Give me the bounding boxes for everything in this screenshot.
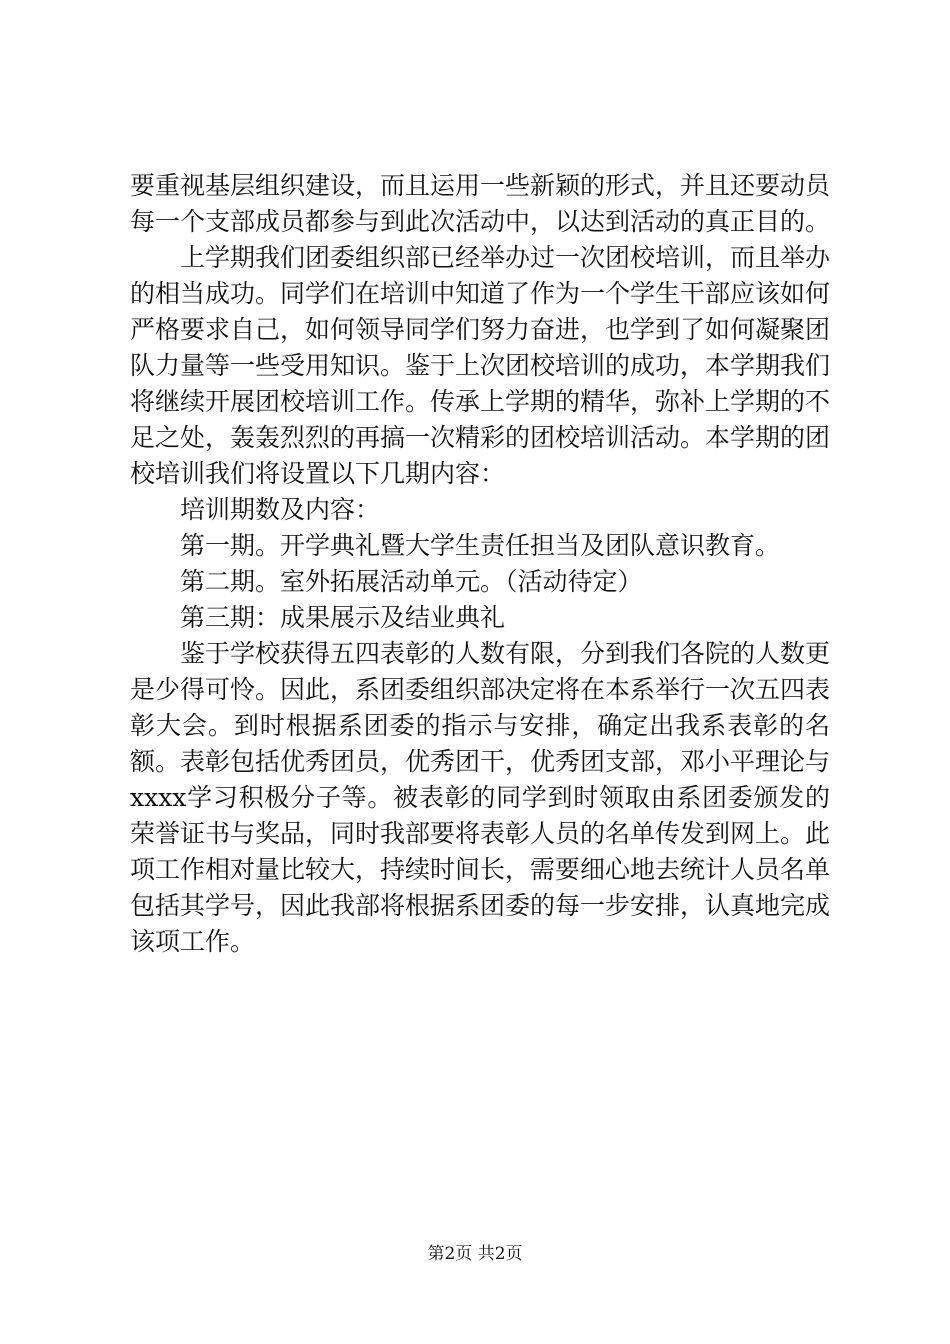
training-session-1: 第一期。开学典礼暨大学生责任担当及团队意识教育。 bbox=[180, 531, 781, 560]
paragraph-continued: 要重视基层组织建设，而且运用一些新颖的形式，并且还要动员每一个支部成员都参与到此次活动中，以达到活动的真正目的。 bbox=[130, 171, 831, 236]
training-session-3: 第三期：成果展示及结业典礼 bbox=[180, 603, 506, 632]
paragraph-awards: 鉴于学校获得五四表彰的人数有限，分到我们各院的人数更是少得可怜。因此，系团委组织部决定将在本系举行一次五四表彰大会。到时根据系团委的指示与安排，确定出我系表彰的名额。表彰包括优秀团员，优秀团干，优秀团支部，邓小平理论与xxxx学习积极分子等。被表彰的同学到时领取由系团委颁发的荣誉证书与奖品，同时我部要将表彰人员的名单传发到网上。此项工作相对量比较大，持续时间长，需要细心地去统计人员名单包括其学号，因此我部将根据系团委的每一步安排，认真地完成该项工作。 bbox=[130, 639, 831, 956]
paragraph-training-intro: 上学期我们团委组织部已经举办过一次团校培训，而且举办的相当成功。同学们在培训中知道了作为一个学生干部应该如何严格要求自己，如何领导同学们努力奋进，也学到了如何凝聚团队力量等一些受用知识。鉴于上次团校培训的成功，本学期我们将继续开展团校培训工作。传承上学期的精华，弥补上学期的不足之处，轰轰烈烈的再搞一次精彩的团校培训活动。本学期的团校培训我们将设置以下几期内容： bbox=[130, 243, 831, 488]
document-body bbox=[130, 168, 830, 960]
training-sessions-heading: 培训期数及内容： bbox=[180, 495, 381, 524]
training-session-2: 第二期。室外拓展活动单元。（活动待定） bbox=[180, 567, 643, 596]
page-number-footer: 第2页 共2页 bbox=[427, 1244, 523, 1264]
